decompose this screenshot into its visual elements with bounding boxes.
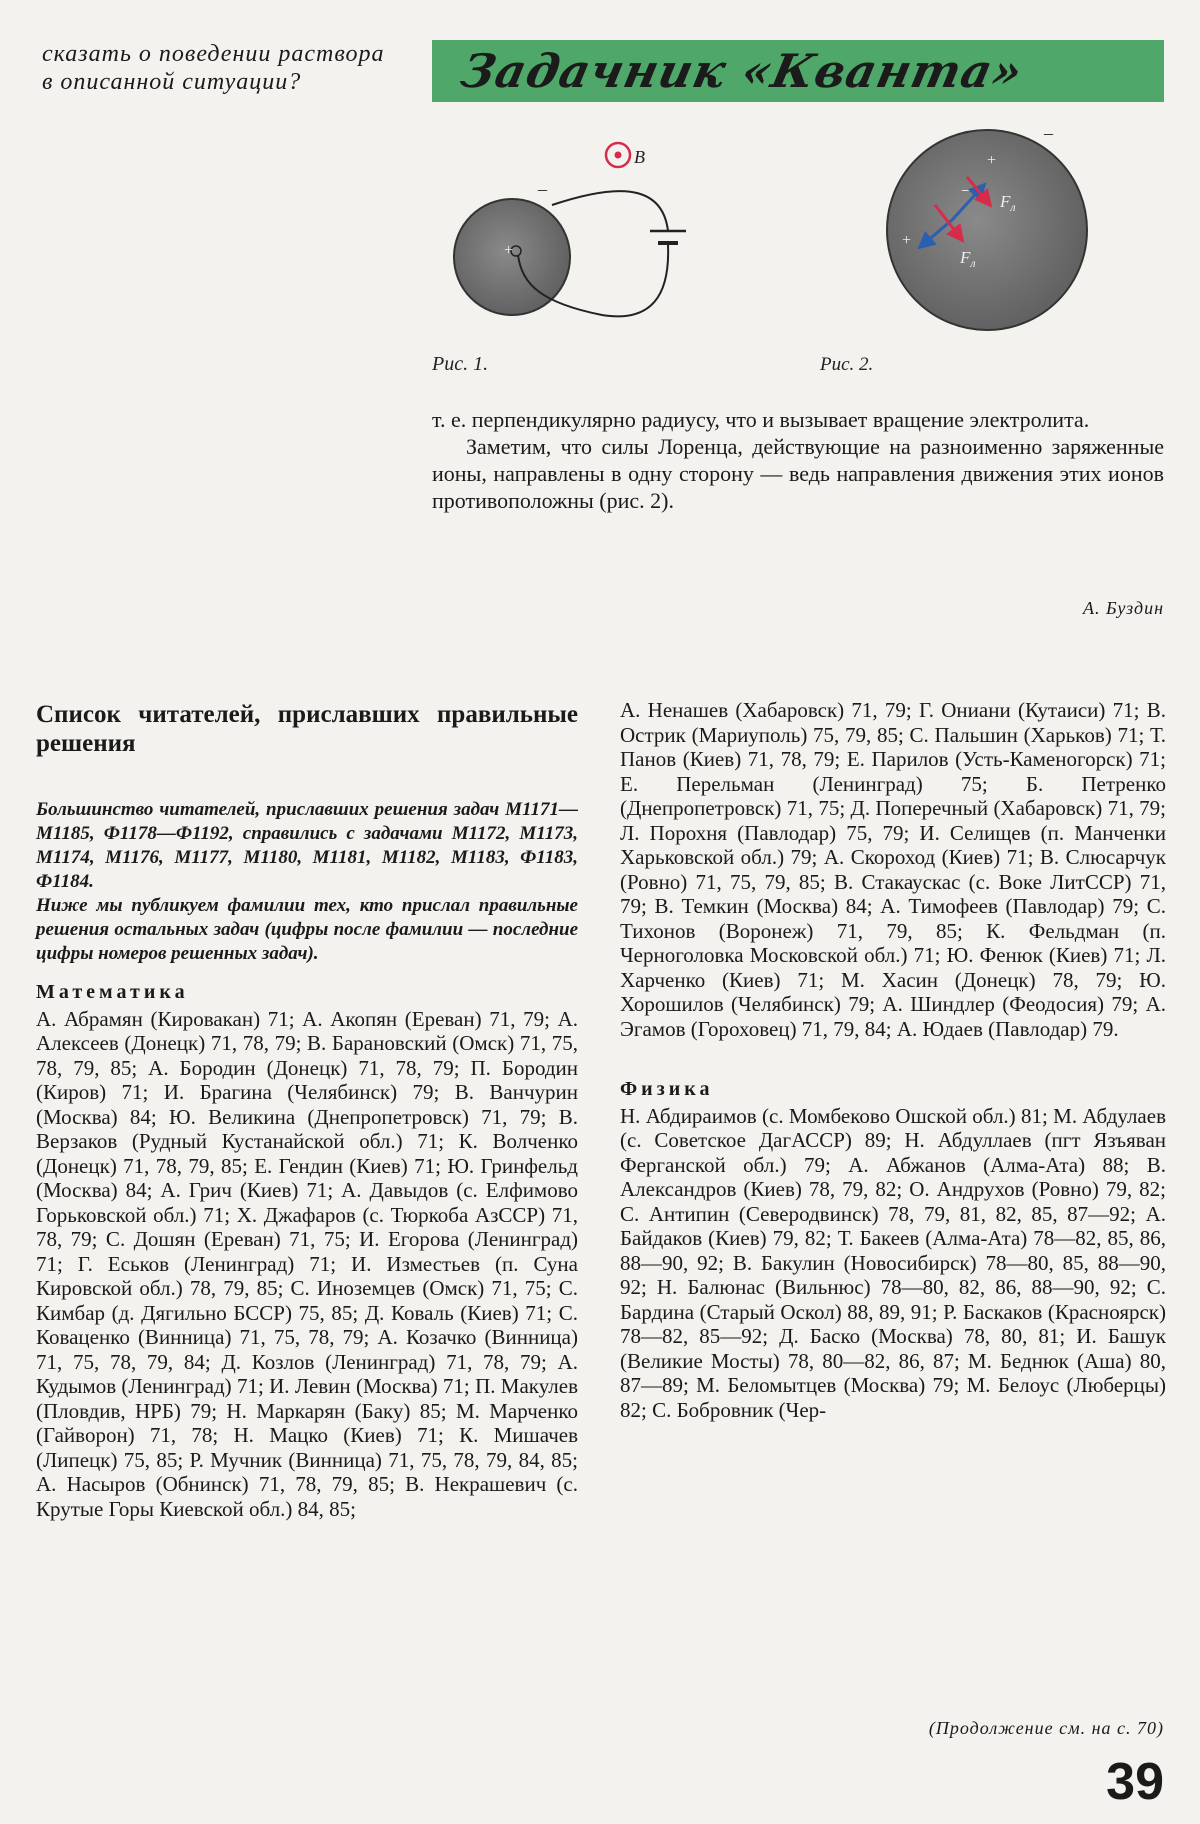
page-number: 39 (1106, 1753, 1164, 1811)
figures (432, 125, 1164, 385)
fig2-minus-ion: – (962, 179, 971, 199)
figure-1 (432, 143, 686, 375)
solution-continuation (432, 406, 1164, 514)
solution-author: А. Буздин (1083, 598, 1164, 618)
fig1-minus: – (538, 179, 547, 199)
fig2-plus-1: + (987, 152, 997, 169)
continued-note: (Продолжение см. на с. 70) (928, 1718, 1164, 1738)
banner-title: Задачник «Кванта» (456, 44, 1028, 98)
force-label-2: $F_л$ (960, 248, 976, 270)
physics-heading: Физика (620, 1078, 714, 1100)
figure-2 (819, 125, 1087, 375)
continuation-paragraph-2: Заметим, что силы Лоренца, действующие на разноименно заряженные ионы, направлены в одну сторону — ведь направления движения этих ионов противоположны (рис. 2). (432, 434, 1164, 513)
field-label: B (634, 147, 645, 167)
list-intro-1: Большинство читателей, приславших решения задач М1171—М1185, Ф1178—Ф1192, справились с задачами М1172, М1173, М1174, М1176, М1177, М1180, М1181, М1182, М1183, Ф1183, Ф1184. (36, 799, 578, 892)
list-intro-2: Ниже мы публикуем фамилии тех, кто прислал правильные решения остальных задач (цифры после фамилии — последние цифры номеров решенных задач). (36, 895, 578, 964)
fig1-plus: + (504, 242, 514, 259)
math-names-continued: А. Ненашев (Хабаровск) 71, 79; Г. Ониани (Кутаиси) 71; В. Острик (Мариуполь) 75, 79, 85; С. Пальшин (Харьков) 71; Т. Панов (Киев) 71, 78, 79; Е. Парилов (Усть-Каменогорск) 71; Е. Перельман (Ленинград) 75; Б. Петренко (Днепропетровск) 71, 75; Д. Поперечный (Хабаровск) 71, 79; Л. Порохня (Павлодар) 75, 79; И. Селищев (п. Манченки Харьковской обл.) 79; А. Скороход (Киев) 71; В. Слюсарчук (Ровно) 71, 75, 79, 85; В. Стакаускас (с. Воке ЛитССР) 71, 79; В. Темкин (Москва) 84; А. Тимофеев (Павлодар) 79; С. Тихонов (Воронеж) 71, 79, 85; К. Фельдман (п. Черноголовка Московской обл.) 71; Ю. Фенюк (Киев) 71; Л. Харченко (Киев) 71; М. Хасин (Донецк) 78, 79; Ю. Хорошилов (Челябинск) 79; А. Шиндлер (Феодосия) 79; А. Эгамов (Гороховец) 71, 79, 84; А. Юдаев (Павлодар) 79. (620, 698, 1166, 1041)
force-label-1: $F_л$ (1000, 192, 1016, 214)
fig2-plus-2: + (902, 232, 912, 249)
section-banner (432, 40, 1164, 102)
continuation-paragraph-1: т. е. перпендикулярно радиусу, что и вызывает вращение электролита. (432, 407, 1090, 432)
fig2-minus: – (1044, 125, 1053, 143)
fig1-caption: Рис. 1. (432, 353, 489, 375)
math-names: А. Абрамян (Кировакан) 71; А. Акопян (Ереван) 71, 79; А. Алексеев (Донецк) 71, 78, 79; В. Барановский (Омск) 71, 75, 78, 79, 85; А. Бородин (Донецк) 71, 78, 79; П. Бородин (Киров) 71; И. Брагина (Челябинск) 79; В. Ванчурин (Москва) 84; Ю. Великина (Днепропетровск) 71, 79; В. Верзаков (Рудный Кустанайской обл.) 71; К. Волченко (Донецк) 71, 78, 79, 85; Е. Гендин (Киев) 71; Ю. Гринфельд (Москва) 84; А. Грич (Киев) 71; А. Давыдов (с. Елфимово Горьковской обл.) 71; Х. Джафаров (с. Тюркоба АзССР) 71, 78, 79; С. Дошян (Ереван) 71, 75; И. Егорова (Ленинград) 71; Г. Еськов (Ленинград) 71; И. Изместьев (п. Суна Кировской обл.) 78, 79, 85; С. Иноземцев (Омск) 71, 75; С. Кимбар (д. Дягильно БССР) 75, 85; Д. Коваль (Киев) 71; С. Коваценко (Винница) 71, 75, 78, 79; А. Козачко (Винница) 71, 75, 78, 79, 84; Д. Козлов (Ленинград) 71, 78, 79; А. Кудымов (Ленинград) 71; И. Левин (Москва) 71; П. Макулев (Пловдив, НРБ) 79; Н. Маркарян (Баку) 85; М. Марченко (Гайворон) 71, 78; Н. Мацко (Киев) 71; К. Мишачев (Липецк) 75, 85; Р. Мучник (Винница) 71, 75, 78, 79, 84, 85; А. Насыров (Обнинск) 71, 78, 79, 85; В. Некрашевич (с. Крутые Горы Киевской обл.) 84, 85; (36, 1006, 578, 1521)
right-column (620, 698, 1166, 1422)
physics-names: Н. Абдираимов (с. Момбеково Ошской обл.) 81; М. Абдулаев (с. Советское ДагАССР) 89; Н. Абдуллаев (пгт Язъяван Ферганской обл.) 79; А. Абжанов (Алма-Ата) 88; В. Александров (Киев) 78, 79, 82; О. Андрухов (Ровно) 79, 82; С. Антипин (Северодвинск) 78, 79, 81, 82, 85, 87—92; А. Байдаков (Киев) 79, 82; Т. Бакеев (Алма-Ата) 78—82, 85, 86, 88—90, 92; В. Бакулин (Новосибирск) 78—80, 85, 88—90, 92; Н. Балюнас (Вильнюс) 78—80, 82, 86, 88—90, 92; С. Бардина (Старый Оскол) 88, 89, 91; Р. Баскаков (Красноярск) 78—82, 85—92; Д. Баско (Москва) 78, 80, 81; И. Башук (Великие Мосты) 78, 80—82, 86, 87; М. Беднюк (Аша) 80, 87—89; М. Беломытцев (Москва) 79; М. Белоус (Люберцы) 82; С. Бобровник (Чер- (620, 1103, 1166, 1422)
fig2-caption: Рис. 2. (820, 354, 874, 375)
list-title: Список читателей, приславших правильные решения (36, 701, 578, 757)
math-heading: Математика (36, 981, 189, 1003)
continuation-question: сказать о поведении раствора в описанной ситуации? (42, 41, 385, 95)
left-column (36, 700, 578, 1521)
